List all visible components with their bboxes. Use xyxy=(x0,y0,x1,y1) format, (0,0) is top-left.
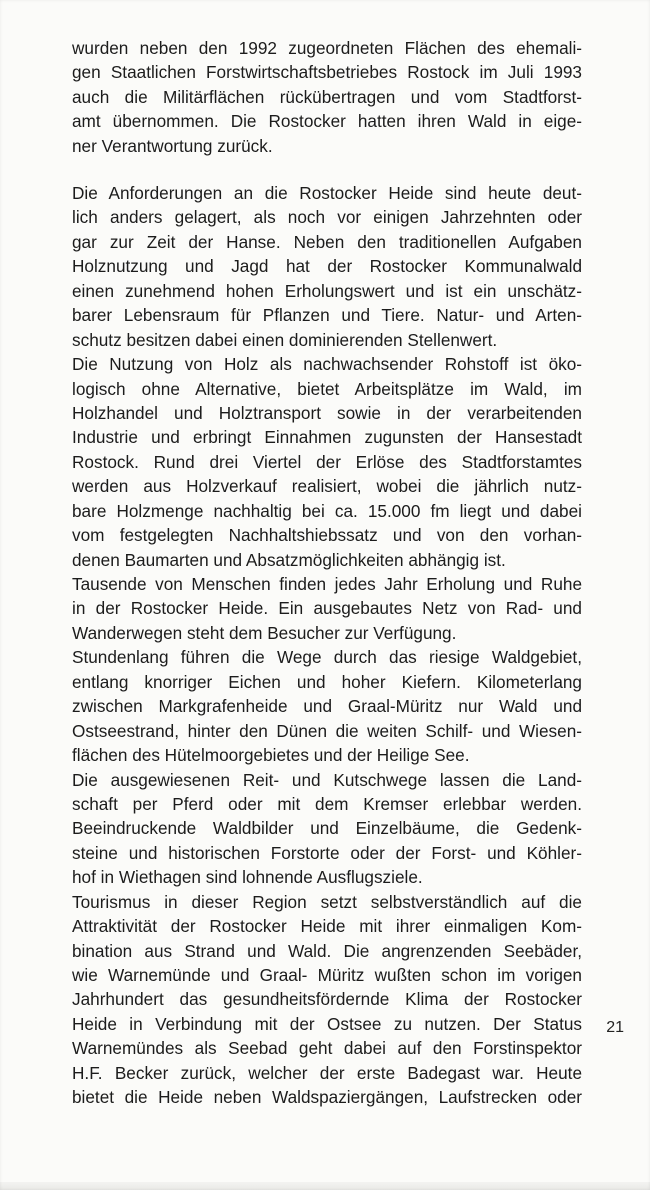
text-line: Heide in Verbindung mit der Ostsee zu nutzen. Der Status xyxy=(72,1013,582,1034)
text-line: schaft per Pferd oder mit dem Kremser erlebbar werden. xyxy=(72,793,582,814)
text-line: entlang knorriger Eichen und hoher Kiefern. Kilometerlang xyxy=(72,671,582,692)
text-line: wie Warnemünde und Graal- Müritz wußten schon im vorigen xyxy=(72,965,582,985)
text-line: vom festgelegten Nachhaltshiebssatz und von den vorhan- xyxy=(72,525,582,546)
text-line: Wanderwegen steht dem Besucher zur Verfügung. xyxy=(72,622,457,643)
text-line: werden aus Holzverkauf realisiert, wobei die jährlich nutz- xyxy=(72,476,582,497)
text-line: schutz besitzen dabei einen dominierenden Stellenwert. xyxy=(72,329,498,350)
text-line: Holznutzung und Jagd hat der Rostocker Kommunalwald xyxy=(72,256,582,277)
text-line: denen Baumarten und Absatzmöglichkeiten abhängig ist. xyxy=(72,549,506,570)
text-line: lich anders gelagert, als noch vor einigen Jahrzehnten oder xyxy=(72,207,582,228)
page-number: 21 xyxy=(606,1019,624,1036)
text-line: einen zunehmend hohen Erholungswert und ist ein unschätz- xyxy=(72,280,582,301)
text-line: flächen des Hütelmoorgebietes und der Heilige See. xyxy=(72,745,470,766)
text-line: Stundenlang führen die Wege durch das riesige Waldgebiet, xyxy=(72,647,582,668)
text-line: Industrie und erbringt Einnahmen zugunsten der Hansestadt xyxy=(72,427,582,448)
text-line: auch die Militärflächen rückübertragen und vom Stadtforst- xyxy=(72,86,582,107)
text-line: Die Nutzung von Holz als nachwachsender Rohstoff ist öko- xyxy=(72,354,582,375)
text-line: bare Holzmenge nachhaltig bei ca. 15.000 fm liegt und dabei xyxy=(72,500,582,521)
text-line: Die ausgewiesenen Reit- und Kutschwege lassen die Land- xyxy=(72,769,582,790)
text-line: ner Verantwortung zurück. xyxy=(72,135,273,156)
page-bottom-edge xyxy=(0,1182,650,1190)
text-line: Attraktivität der Rostocker Heide mit ihrer einmaligen Kom- xyxy=(72,916,582,937)
text-line: steine und historischen Forstorte oder der Forst- und Köhler- xyxy=(72,842,582,863)
paragraph-block xyxy=(72,181,582,1110)
text-line: gar zur Zeit der Hanse. Neben den traditionellen Aufgaben xyxy=(72,231,582,252)
text-line: in der Rostocker Heide. Ein ausgebautes Netz von Rad- und xyxy=(72,598,582,619)
text-line: Beeindruckende Waldbilder und Einzelbäume, die Gedenk- xyxy=(72,818,582,839)
text-line: gen Staatlichen Forstwirtschaftsbetriebes Rostock im Juli 1993 xyxy=(72,62,582,83)
text-line: bietet die Heide neben Waldspaziergängen, Laufstrecken oder xyxy=(72,1087,582,1108)
text-line: H.F. Becker zurück, welcher der erste Badegast war. Heute xyxy=(72,1062,582,1083)
paragraph-block xyxy=(72,36,582,158)
text-line: wurden neben den 1992 zugeordneten Flächen des ehemali- xyxy=(72,38,582,58)
text-line: amt übernommen. Die Rostocker hatten ihren Wald in eige- xyxy=(72,111,582,132)
text-line: barer Lebensraum für Pflanzen und Tiere. Natur- und Arten- xyxy=(72,305,582,326)
text-line: Tourismus in dieser Region setzt selbstverständlich auf die xyxy=(72,891,582,912)
text-line: Holzhandel und Holztransport sowie in der verarbeitenden xyxy=(72,402,582,423)
text-line: Jahrhundert das gesundheitsfördernde Klima der Rostocker xyxy=(72,989,582,1010)
text-line: Rostock. Rund drei Viertel der Erlöse des Stadtforstamtes xyxy=(72,451,582,472)
text-line: logisch ohne Alternative, bietet Arbeitsplätze im Wald, im xyxy=(72,378,582,399)
text-line: Warnemündes als Seebad geht dabei auf den Forstinspektor xyxy=(72,1038,582,1059)
text-line: hof in Wiethagen sind lohnende Ausflugsziele. xyxy=(72,867,423,888)
text-line: zwischen Markgrafenheide und Graal-Müritz nur Wald und xyxy=(72,696,582,717)
text-line: Die Anforderungen an die Rostocker Heide sind heute deut- xyxy=(72,183,582,203)
text-line: Tausende von Menschen finden jedes Jahr Erholung und Ruhe xyxy=(72,574,582,594)
text-line: bination aus Strand und Wald. Die angrenzenden Seebäder, xyxy=(72,940,582,961)
text-line: Ostseestrand, hinter den Dünen die weiten Schilf- und Wiesen- xyxy=(72,720,582,741)
